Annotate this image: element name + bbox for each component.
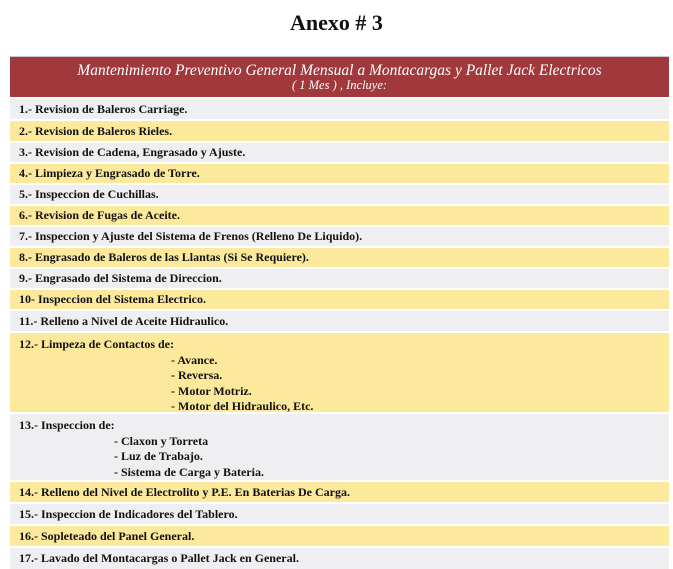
list-item: [10, 502, 669, 524]
list-item: [10, 267, 669, 288]
sub-item-text: - Reversa.: [171, 368, 223, 382]
sub-item-text: - Sistema de Carga y Bateria.: [114, 464, 264, 479]
sub-item-text: - Claxon y Torreta: [114, 433, 209, 448]
list-item: [10, 97, 669, 119]
item-text: 7.- Inspeccion y Ajuste del Sistema de Frenos (Relleno De Liquido).: [19, 229, 363, 243]
item-text: 14.- Relleno del Nivel de Electrolito y P.E. En Baterias De Carga.: [19, 484, 350, 499]
item-text: 2.- Revision de Baleros Rieles.: [19, 123, 173, 138]
list-item: [10, 225, 669, 246]
header-subtitle: ( 1 Mes ) , Incluye:: [291, 78, 388, 92]
item-text: 11.- Relleno a Nivel de Aceite Hidraulico.: [19, 313, 229, 328]
item-text: 3.- Revision de Cadena, Engrasado y Ajuste.: [19, 145, 246, 159]
list-item: [10, 119, 669, 141]
sub-item-text: - Luz de Trabajo.: [114, 449, 203, 463]
list-item: [10, 480, 669, 502]
page-title: Anexo # 3: [290, 10, 383, 35]
list-item: [10, 141, 669, 162]
list-item: [10, 546, 669, 569]
item-text: 5.- Inspeccion de Cuchillas.: [19, 187, 159, 201]
list-item: [10, 331, 669, 412]
item-text: 17.- Lavado del Montacargas o Pallet Jack en General.: [19, 551, 299, 565]
list-item: [10, 162, 669, 183]
list-item: [10, 288, 669, 309]
item-text: 13.- Inspeccion de:: [19, 418, 115, 432]
list-item: [10, 524, 669, 546]
item-text: 8.- Engrasado de Baleros de las Llantas (Si Se Requiere).: [19, 250, 309, 264]
table-header: [10, 57, 669, 97]
maintenance-table: [10, 56, 669, 569]
list-item: [10, 183, 669, 204]
header-title: Mantenimiento Preventivo General Mensual a Montacargas y Pallet Jack Electricos: [77, 62, 602, 79]
sub-item-text: - Motor Motriz.: [171, 383, 252, 398]
list-item: [10, 309, 669, 331]
list-item: [10, 246, 669, 267]
sub-item-text: - Motor del Hidraulico, Etc.: [171, 399, 314, 413]
item-text: 1.- Revision de Baleros Carriage.: [19, 101, 188, 116]
item-text: 4.- Limpieza y Engrasado de Torre.: [19, 166, 200, 180]
item-text: 10- Inspeccion del Sistema Electrico.: [19, 292, 206, 306]
list-item: [10, 412, 669, 480]
list-item: [10, 204, 669, 225]
item-text: 6.- Revision de Fugas de Aceite.: [19, 208, 180, 222]
item-text: 9.- Engrasado del Sistema de Direccion.: [19, 271, 222, 285]
item-text: 12.- Limpeza de Contactos de:: [19, 337, 174, 351]
item-text: 16.- Sopleteado del Panel General.: [19, 528, 195, 543]
item-text: 15.- Inspeccion de Indicadores del Tablero.: [19, 506, 238, 521]
sub-item-text: - Avance.: [171, 352, 218, 367]
